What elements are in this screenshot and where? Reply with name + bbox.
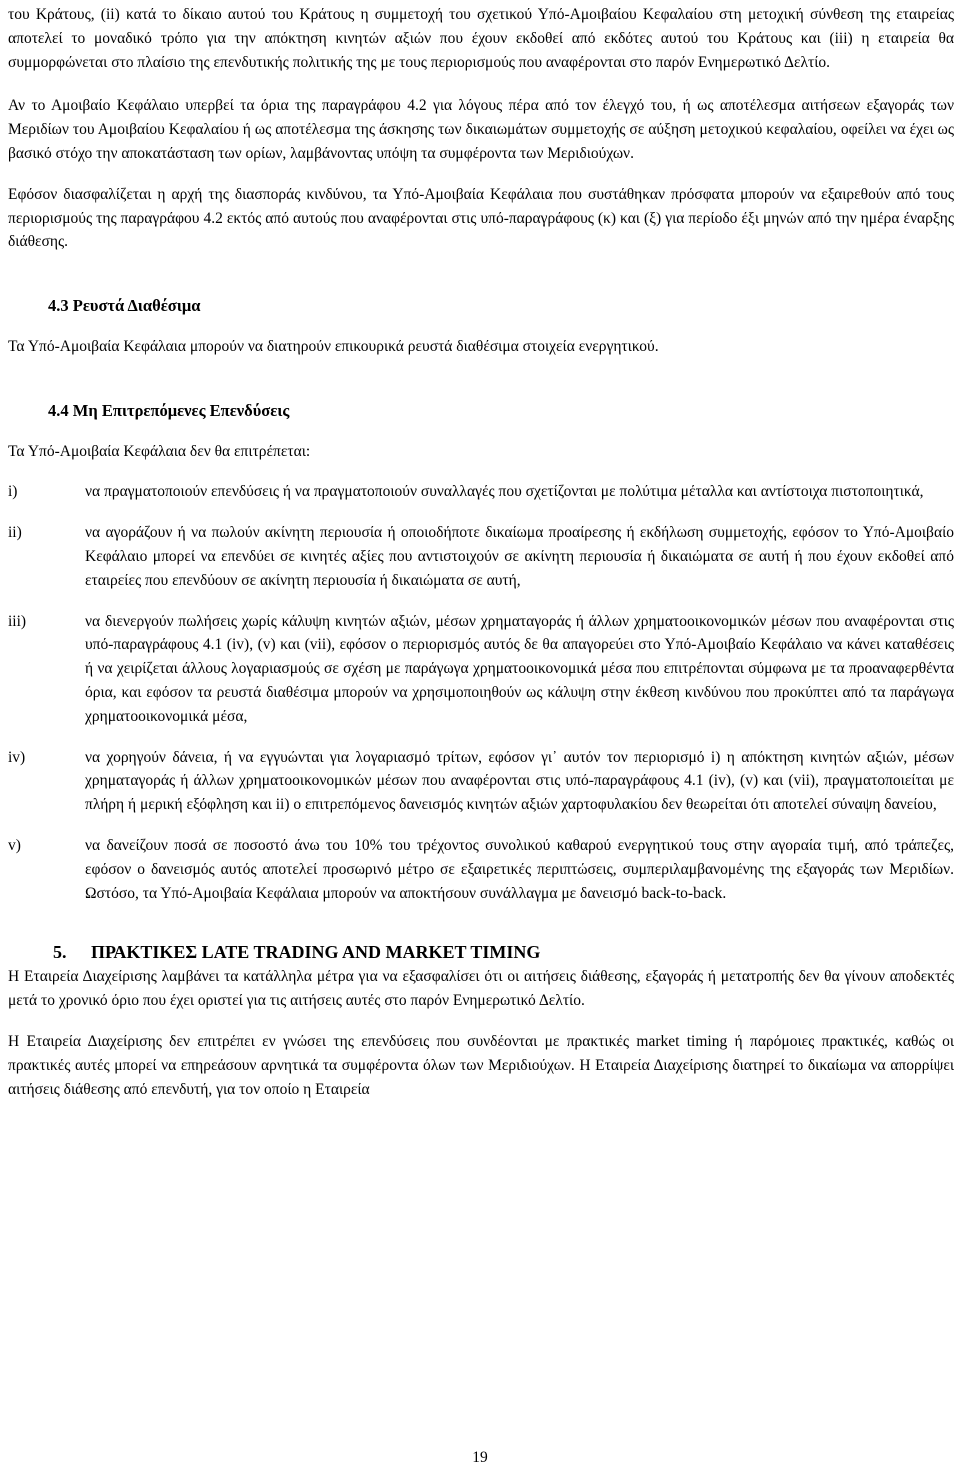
section-5-paragraph-1: Η Εταιρεία Διαχείρισης λαμβάνει τα κατάλληλα μέτρα για να εξασφαλίσει ότι οι αιτήσεις διάθεσης, εξαγοράς ή μετατροπής δεν θα γίνουν αποδεκτές μετά το χρονικό όριο που έχει οριστεί για τις αιτήσεις αυτές στο παρόν Ενημερωτικό Δελτίο. [8, 968, 954, 1010]
list-item-text: να διενεργούν πωλήσεις χωρίς κάλυψη κινητών αξιών, μέσων χρηματαγοράς ή άλλων χρηματοοικονομικών μέσων που αναφέρονται στις υπό-παραγράφους 4.1 (iv), (v) και (vii), εφόσον ο περιορισμός αυτός δε θα απαγορεύει στο Υπό-Αμοιβαίο Κεφάλαιο να κάνει καταθέσεις ή να χειρίζεται άλλους λογαριασμούς σε σχέση με παράγωγα χρηματοοικονομικά μέσα που επιτρέπονται σύμφωνα με τα προαναφερθέντα όρια, και εφόσον τα ρευστά διαθέσιμα μπορούν να χρησιμοποιηθούν ως κάλυψη στην έκθεση κινδύνου που προκύπτει από τα παράγωγα χρηματοοικονομικά μέσα, [85, 612, 954, 725]
heading-4-3: 4.3 Ρευστά Διαθέσιμα [48, 296, 201, 316]
section-4-3-text: Τα Υπό-Αμοιβαία Κεφάλαια μπορούν να διατηρούν επικουρικά ρευστά διαθέσιμα στοιχεία ενεργητικού. [8, 337, 659, 355]
list-marker: v) [8, 836, 21, 854]
prohibited-investments-list [8, 480, 954, 905]
list-item-text: να χορηγούν δάνεια, ή να εγγυώνται για λογαριασμό τρίτων, εφόσον γι᾽ αυτόν τον περιορισμό i) η απόκτηση κινητών αξιών, μέσων χρηματαγοράς ή άλλων χρηματοοικονομικών μέσων που αναφέρονται στις υπό-παραγράφους 4.1 (iv), (v) και (vii), πραγματοποιείται με πλήρη ή μερική εξόφληση και ii) ο επιτρεπόμενος δανεισμός κινητών αξιών χαρτοφυλακίου δεν θεωρείται ότι αποτελεί σύναψη δανείου, [85, 748, 954, 814]
list-item [8, 480, 954, 504]
list-marker: iii) [8, 612, 27, 630]
page-number: 19 [472, 1449, 488, 1466]
list-item-text: να πραγματοποιούν επενδύσεις ή να πραγματοποιούν συναλλαγές που σχετίζονται με πολύτιμα μέταλλα και αντίστοιχα πιστοποιητικά, [85, 483, 924, 501]
list-marker: iv) [8, 748, 26, 766]
list-item [8, 610, 954, 729]
list-item [8, 521, 954, 592]
list-item-text: να δανείζουν ποσά σε ποσοστό άνω του 10% του τρέχοντος συνολικού καθαρού ενεργητικού τους στην αγοραία τιμή, από τράπεζες, εφόσον ο δανεισμός αυτός αποτελεί προσωρινό μέτρο σε εξαιρετικές περιπτώσεις, συμπεριλαμβανομένης της εξαγοράς των Μεριδίων. Ωστόσο, τα Υπό-Αμοιβαία Κεφάλαια μπορούν να αποκτήσουν συνάλλαγμα με δανεισμό back-to-back. [85, 836, 954, 902]
heading-4-4: 4.4 Μη Επιτρεπόμενες Επενδύσεις [48, 400, 290, 420]
paragraph-continuation: του Κράτους, (ii) κατά το δίκαιο αυτού του Κράτους η συμμετοχή του σχετικού Υπό-Αμοιβαίου Κεφαλαίου στη μετοχική σύνθεση της εταιρείας αποτελεί το μοναδικό τρόπο για την απόκτηση κινητών αξιών που έχουν εκδοθεί από εκδότες αυτού του Κράτους και (iii) η εταιρεία θα συμμορφώνεται στο πλαίσιο της επενδυτικής πολιτικής της με τους περιορισμούς που αναφέρονται στο παρόν Ενημερωτικό Δελτίο. [8, 6, 954, 71]
section-4-4-intro: Τα Υπό-Αμοιβαία Κεφάλαια δεν θα επιτρέπεται: [8, 442, 311, 460]
list-item [8, 746, 954, 817]
section-5-paragraph-2: Η Εταιρεία Διαχείρισης δεν επιτρέπει εν γνώσει της επενδύσεις που συνδέονται με πρακτικές market timing ή παρόμοιες πρακτικές, καθώς οι πρακτικές αυτές μπορεί να επηρεάσουν αρνητικά τα συμφέροντα όλων των Μεριδιούχων. Η Εταιρεία Διαχείρισης διατηρεί το δικαίωμα να απορρίψει αιτήσεις διάθεσης από επενδυτή, για τον οποίο η Εταιρεία [8, 1032, 954, 1098]
document-page [8, 3, 954, 1101]
list-marker: i) [8, 483, 18, 501]
list-marker: ii) [8, 524, 22, 542]
section-5-number: 5. [53, 942, 67, 963]
paragraph-new-subfunds: Εφόσον διασφαλίζεται η αρχή της διασποράς κινδύνου, τα Υπό-Αμοιβαία Κεφάλαια που συστάθηκαν πρόσφατα μπορούν να εξαιρεθούν από τους περιορισμούς της παραγράφου 4.2 εκτός από αυτούς που αναφέρονται στις υπό-παραγράφους (κ) και (ξ) για περίοδο έξι μηνών από την ημέρα έναρξης διάθεσης. [8, 185, 954, 251]
paragraph-limits-exceeded: Αν το Αμοιβαίο Κεφάλαιο υπερβεί τα όρια της παραγράφου 4.2 για λόγους πέρα από τον έλεγχό του, ή ως αποτέλεσμα αιτήσεων εξαγοράς των Μεριδίων του Αμοιβαίου Κεφαλαίου ή ως αποτέλεσμα της άσκησης των δικαιωμάτων συμμετοχής σε αύξηση μετοχικού κεφαλαίου, οφείλει να έχει ως βασικό στόχο την αποκατάσταση των ορίων, λαμβάνοντας υπόψη τα συμφέροντα των Μεριδιούχων. [8, 97, 954, 162]
list-item [8, 834, 954, 905]
heading-section-5 [53, 939, 954, 965]
list-item-text: να αγοράζουν ή να πωλούν ακίνητη περιουσία ή οποιοδήποτε δικαίωμα προαίρεσης ή εκδήλωση συμμετοχής, εφόσον το Υπό-Αμοιβαίο Κεφάλαιο μπορεί να επενδύει σε κινητές αξίες που αντιστοιχούν σε ακίνητη περιουσία ή δικαιώματα σε αυτή ή που έχουν εκδοθεί από εταιρείες που επενδύουν σε ακίνητη περιουσία ή δικαιώματα σε αυτή, [85, 524, 954, 589]
section-5-title: ΠΡΑΚΤΙΚΕΣ LATE TRADING AND MARKET TIMING [91, 942, 541, 963]
